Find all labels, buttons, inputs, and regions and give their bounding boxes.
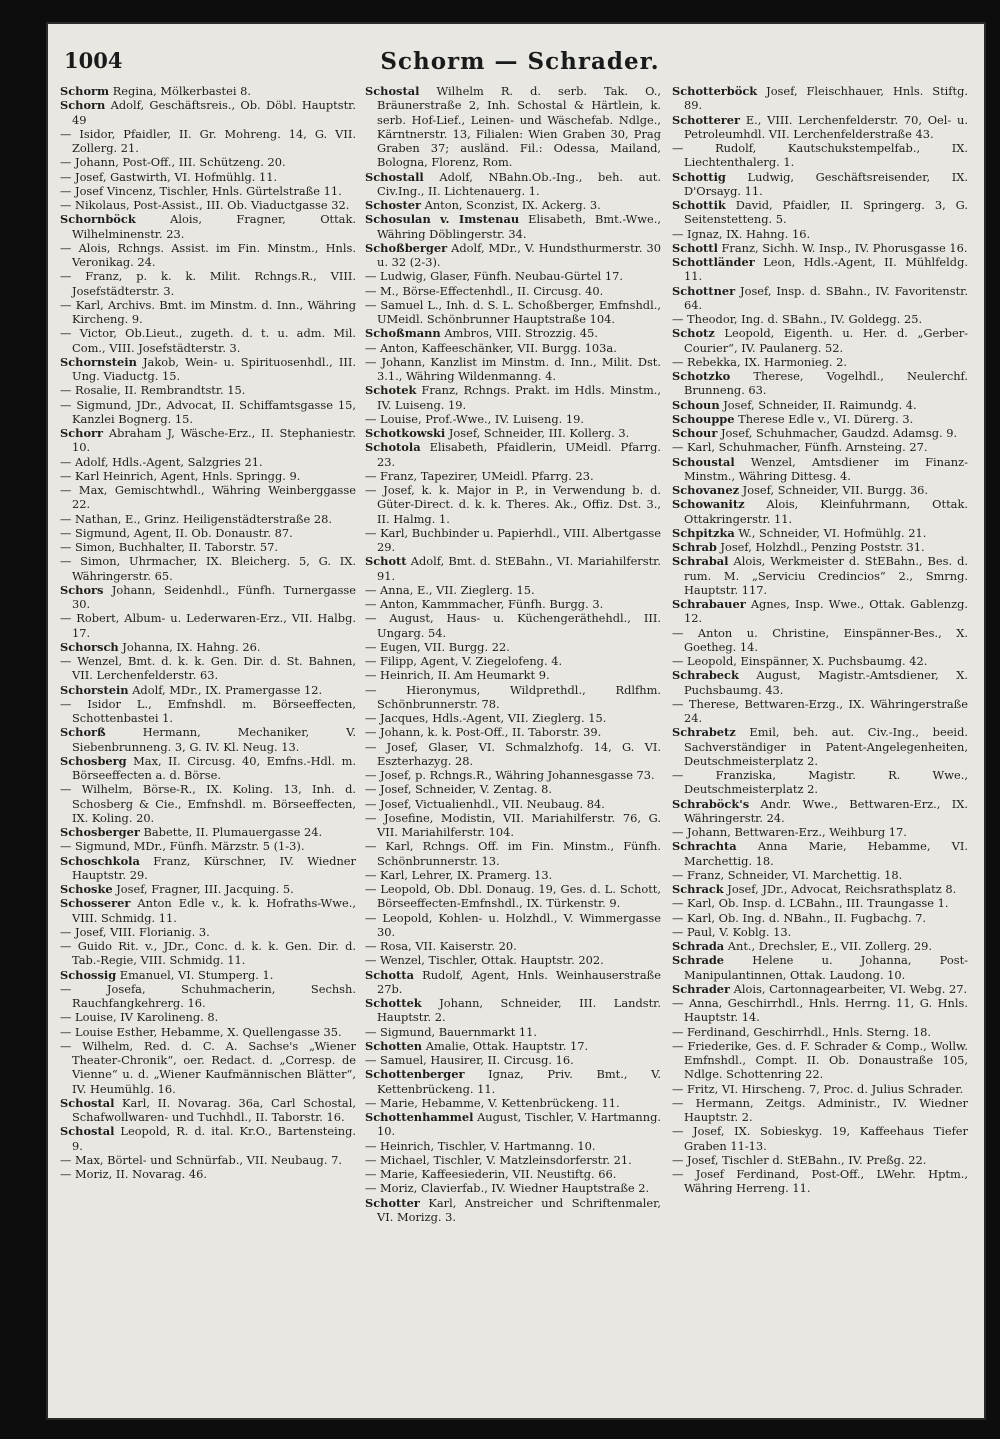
directory-entry: — Moriz, Clavierfab., IV. Wiedner Hauptstraße 2. (365, 1181, 650, 1196)
directory-entry: Schrack Josef, JDr., Advocat, Reichsrathsplatz 8. (672, 882, 957, 896)
directory-entry: — Josefine, Modistin, VII. Mariahilferstr. 76, G. VII. Mariahilferstr. 104. (365, 810, 661, 839)
directory-entry: Schotzko Therese, Vogelhdl., Neulerchf. Brunneng. 63. (672, 369, 968, 398)
directory-entry: Schossig Emanuel, VI. Stumperg. 1. (60, 967, 274, 982)
directory-entry: — Louise, IV Karolineng. 8. (60, 1010, 219, 1025)
directory-entry: Schorsch Johanna, IX. Hahng. 26. (60, 639, 261, 654)
directory-entry: — Adolf, Hdls.-Agent, Salzgries 21. (60, 454, 263, 469)
directory-entry: Schotkowski Josef, Schneider, III. Kollerg. 3. (365, 426, 630, 440)
directory-entry: Schrabeck August, Magistr.-Amtsdiener, X. Puchsbaumg. 43. (672, 668, 968, 697)
directory-entry: Schoster Anton, Sconzist, IX. Ackerg. 3. (365, 198, 601, 212)
directory-entry: Schostal Leopold, R. d. ital. Kr.O., Bartensteing. 9. (60, 1124, 356, 1153)
directory-entry: Schrader Alois, Cartonnagearbeiter, VI. Webg. 27. (672, 981, 968, 996)
directory-entry: Schraböck's Andr. Wwe., Bettwaren-Erz., IX. Währingerstr. 24. (672, 796, 968, 825)
directory-entry: Schorm Regina, Mölkerbastei 8. (60, 84, 251, 98)
directory-entry: — Marie, Hebamme, V. Kettenbrückeng. 11. (365, 1095, 620, 1110)
directory-entry: Schoßberger Adolf, MDr., V. Hundsthurmerstr. 30 u. 32 (2-3). (365, 240, 661, 269)
directory-entry: — Marie, Kaffeesiederin, VII. Neustiftg. 66. (365, 1167, 617, 1181)
directory-entry: — Simon, Uhrmacher, IX. Bleicherg. 5, G. IX. Währingerstr. 65. (60, 554, 356, 583)
directory-entry: Schotten Amalie, Ottak. Hauptstr. 17. (365, 1038, 589, 1053)
directory-entry: — Alois, Rchngs. Assist. im Fin. Minstm., Hnls. Veronikag. 24. (60, 240, 356, 269)
directory-entry: — Theodor, Ing. d. SBahn., IV. Goldegg. 25. (672, 312, 923, 326)
directory-entry: Schosberger Babette, II. Plumauergasse 24. (60, 825, 323, 839)
directory-entry: — Johann, k. k. Post-Off., II. Taborstr. 39. (365, 725, 602, 740)
directory-entry: — Josef, Tischler d. StEBahn., IV. Preßg. 22. (672, 1152, 927, 1167)
page-number: 1004 (64, 48, 123, 73)
directory-entry: — Filipp, Agent, V. Ziegelofeng. 4. (365, 654, 563, 668)
entry-columns (60, 84, 980, 1414)
directory-page (46, 22, 986, 1420)
directory-entry: — Louise, Prof.-Wwe., IV. Luiseng. 19. (365, 411, 585, 426)
directory-entry: Schottenhammel August, Tischler, V. Hartmanng. 10. (365, 1110, 661, 1139)
directory-entry: Schosulan v. Imstenau Elisabeth, Bmt.-Wwe., Währing Döblingerstr. 34. (365, 212, 661, 241)
directory-entry: Schorstein Adolf, MDr., IX. Pramergasse 12. (60, 682, 323, 697)
directory-entry: Schott Adolf, Bmt. d. StEBahn., VI. Mariahilferstr. 91. (365, 554, 661, 583)
directory-entry: — Wenzel, Tischler, Ottak. Hauptstr. 202. (365, 953, 604, 968)
directory-entry: Schowanitz Alois, Kleinfuhrmann, Ottak. Ottakringerstr. 11. (672, 497, 968, 526)
directory-entry: — Rosalie, II. Rembrandtstr. 15. (60, 383, 246, 398)
directory-entry: — Sigmund, MDr., Fünfh. Märzstr. 5 (1-3). (60, 839, 305, 854)
directory-entry: — Max, Gemischtwhdl., Währing Weinberggasse 22. (60, 483, 356, 512)
directory-entry: — Franz, p. k. k. Milit. Rchngs.R., VIII. Josefstädterstr. 3. (60, 269, 356, 298)
directory-entry: — Friederike, Ges. d. F. Schrader & Comp., Wollw. Emfnshdl., Compt. II. Ob. Donaustraße 105, Ndlge. Schottenring 22. (672, 1038, 968, 1082)
directory-entry: Schotz Leopold, Eigenth. u. Her. d. „Gerber-Courier“, IV. Paulanerg. 52. (672, 326, 968, 355)
directory-entry: — Leopold, Ob. Dbl. Donaug. 19, Ges. d. L. Schott, Börseeffecten-Emfnshdl., IX. Türkenstr. 9. (365, 882, 661, 911)
directory-entry: Schour Josef, Schuhmacher, Gaudzd. Adamsg. 9. (672, 426, 958, 440)
directory-entry: — Johann, Post-Off., III. Schützeng. 20. (60, 155, 286, 170)
directory-entry: Schotterböck Josef, Fleischhauer, Hnls. Stiftg. 89. (672, 84, 968, 113)
directory-entry: — Sigmund, JDr., Advocat, II. Schiffamtsgasse 15, Kanzlei Bognerg. 15. (60, 397, 356, 426)
directory-entry: — Karl, Schuhmacher, Fünfh. Arnsteing. 27. (672, 440, 928, 455)
directory-entry: — Johann, Bettwaren-Erz., Weihburg 17. (672, 825, 907, 839)
directory-entry: Schosberg Max, II. Circusg. 40, Emfns.-Hdl. m. Börseeffecten a. d. Börse. (60, 753, 356, 782)
directory-entry: — Josef, k. k. Major in P., in Verwendung b. d. Güter-Direct. d. k. k. Theres. Ak., Offiz. Dst. 3., II. Halmg. 1. (365, 483, 661, 526)
running-head: Schorm — Schrader. (380, 48, 660, 75)
directory-entry: — Hieronymus, Wildprethdl., Rdlfhm. Schönbrunnerstr. 78. (365, 682, 661, 711)
directory-entry: Schottl Franz, Sichh. W. Insp., IV. Phorusgasse 16. (672, 240, 968, 255)
directory-entry: Schotek Franz, Rchngs. Prakt. im Hdls. Minstm., IV. Luiseng. 19. (365, 383, 661, 412)
directory-entry: Schorr Abraham J, Wäsche-Erz., II. Stephaniestr. 10. (60, 426, 356, 455)
directory-entry: — Victor, Ob.Lieut., zugeth. d. t. u. adm. Mil. Com., VIII. Josefstädterstr. 3. (60, 326, 356, 355)
directory-entry: — August, Haus- u. Küchengeräthehdl., III. Ungarg. 54. (365, 611, 661, 640)
directory-entry: Schottenberger Ignaz, Priv. Bmt., V. Kettenbrückeng. 11. (365, 1067, 661, 1096)
directory-entry: — Franziska, Magistr. R. Wwe., Deutschmeisterplatz 2. (672, 768, 968, 797)
directory-entry: Schorn Adolf, Geschäftsreis., Ob. Döbl. Hauptstr. 49 (60, 98, 356, 127)
directory-entry: — Karl, Buchbinder u. Papierhdl., VIII. Albertgasse 29. (365, 525, 661, 554)
directory-entry: Schors Johann, Seidenhdl., Fünfh. Turnergasse 30. (60, 582, 356, 611)
directory-entry: — Wilhelm, Börse-R., IX. Koling. 13, Inh. d. Schosberg & Cie., Emfnshdl. m. Börseeffecten, IX. Koling. 20. (60, 782, 356, 825)
directory-entry: Schostal Wilhelm R. d. serb. Tak. O., Bräunerstraße 2, Inh. Schostal & Härtlein, k. serb. Hof-Lief., Leinen- und Wäschefab. Ndlge., Kärntnerstr. 13, Filialen: Wien Graben 30, Prag Graben 37; ausländ. Fil.: Odessa, Mailand, Bologna, Florenz, Rom. (365, 84, 661, 170)
directory-entry: Schotter Karl, Anstreicher und Schriftenmaler, VI. Morizg. 3. (365, 1195, 661, 1224)
directory-entry: — Anton, Kammmacher, Fünfh. Burgg. 3. (365, 597, 604, 611)
directory-entry: Schostal Karl, II. Novarag. 36a, Carl Schostal, Schafwollwaren- und Tuchhdl., II. Taborstr. 16. (60, 1095, 356, 1124)
directory-entry: Schottner Josef, Insp. d. SBahn., IV. Favoritenstr. 64. (672, 283, 968, 312)
directory-entry: — Robert, Album- u. Lederwaren-Erz., VII. Halbg. 17. (60, 611, 356, 640)
directory-entry: Schoustal Wenzel, Amtsdiener im Finanz-Minstm., Währing Dittesg. 4. (672, 454, 968, 483)
directory-entry: — Ludwig, Glaser, Fünfh. Neubau-Gürtel 17. (365, 269, 623, 284)
directory-entry: Schoschkola Franz, Kürschner, IV. Wiedner Hauptstr. 29. (60, 853, 356, 882)
directory-entry: — M., Börse-Effectenhdl., II. Circusg. 40. (365, 283, 604, 298)
directory-entry: — Josef, IX. Sobieskyg. 19, Kaffeehaus Tiefer Graben 11-13. (672, 1124, 968, 1153)
directory-entry: Schovanez Josef, Schneider, VII. Burgg. 36. (672, 483, 928, 497)
directory-entry: — Josef, VIII. Florianig. 3. (60, 924, 210, 939)
directory-entry: Schoun Josef, Schneider, II. Raimundg. 4. (672, 397, 917, 412)
directory-entry: — Samuel, Hausirer, II. Circusg. 16. (365, 1053, 574, 1067)
directory-entry: — Anna, Geschirrhdl., Hnls. Herrng. 11, G. Hnls. Hauptstr. 14. (672, 996, 968, 1025)
directory-entry: — Rosa, VII. Kaiserstr. 20. (365, 939, 517, 953)
directory-entry: Schrada Ant., Drechsler, E., VII. Zollerg. 29. (672, 939, 933, 953)
directory-entry: Schosserer Anton Edle v., k. k. Hofraths-Wwe., VIII. Schmidg. 11. (60, 896, 356, 925)
page-header (64, 44, 976, 88)
directory-entry: — Ferdinand, Geschirrhdl., Hnls. Sterng. 18. (672, 1024, 932, 1039)
directory-entry: Schouppe Therese Edle v., VI. Dürerg. 3. (672, 411, 914, 426)
directory-entry: Schotta Rudolf, Agent, Hnls. Weinhauserstraße 27b. (365, 967, 661, 996)
directory-entry: — Therese, Bettwaren-Erzg., IX. Währingerstraße 24. (672, 696, 968, 725)
directory-entry: Schrabetz Emil, beh. aut. Civ.-Ing., beeid. Sachverständiger in Patent-Angelegenheiten, Deutschmeisterplatz 2. (672, 725, 968, 768)
directory-entry: — Karl, Archivs. Bmt. im Minstm. d. Inn., Währing Kircheng. 9. (60, 297, 356, 326)
directory-entry: — Karl, Rchngs. Off. im Fin. Minstm., Fünfh. Schönbrunnerstr. 13. (365, 839, 661, 868)
directory-entry: — Karl, Lehrer, IX. Pramerg. 13. (365, 867, 553, 882)
directory-entry: — Josef, Victualienhdl., VII. Neubaug. 84. (365, 796, 605, 811)
directory-entry: — Josef Vincenz, Tischler, Hnls. Gürtelstraße 11. (60, 183, 342, 198)
directory-entry: Schrade Helene u. Johanna, Post-Manipulantinnen, Ottak. Laudong. 10. (672, 953, 968, 982)
directory-entry: Schrachta Anna Marie, Hebamme, VI. Marchettig. 18. (672, 839, 968, 868)
directory-entry: — Simon, Buchhalter, II. Taborstr. 57. (60, 540, 278, 554)
directory-entry: — Karl Heinrich, Agent, Hnls. Springg. 9. (60, 468, 301, 483)
directory-entry: — Louise Esther, Hebamme, X. Quellengasse 35. (60, 1024, 342, 1039)
directory-entry: — Guido Rit. v., JDr., Conc. d. k. k. Gen. Dir. d. Tab.-Regie, VIII. Schmidg. 11. (60, 939, 356, 968)
directory-entry: — Paul, V. Koblg. 13. (672, 924, 792, 939)
directory-entry: — Hermann, Zeitgs. Administr., IV. Wiedner Hauptstr. 2. (672, 1095, 968, 1124)
directory-entry: — Wilhelm, Red. d. C. A. Sachse's „Wiener Theater-Chronik“, oer. Redact. d. „Corresp. de Vienne“ u. d. „Wiener Kaufmännischen Blätter“, IV. Heumühlg. 16. (60, 1038, 356, 1096)
directory-entry: Schoske Josef, Fragner, III. Jacquing. 5. (60, 882, 294, 896)
directory-entry: — Franz, Tapezirer, UMeidl. Pfarrg. 23. (365, 468, 594, 483)
directory-entry: — Anton u. Christine, Einspänner-Bes., X. Goetheg. 14. (672, 625, 968, 654)
directory-entry: — Leopold, Kohlen- u. Holzhdl., V. Wimmergasse 30. (365, 910, 661, 939)
directory-entry: Schrabauer Agnes, Insp. Wwe., Ottak. Gablenzg. 12. (672, 597, 968, 626)
directory-entry: Schoßmann Ambros, VIII. Strozzig. 45. (365, 326, 598, 341)
directory-entry: — Johann, Kanzlist im Minstm. d. Inn., Milit. Dst. 3.1., Währing Wildenmanng. 4. (365, 354, 661, 383)
directory-entry: Schrabal Alois, Werkmeister d. StEBahn., Bes. d. rum. M. „Serviciu Credincios“ 2., Smrng. Hauptstr. 117. (672, 554, 968, 597)
directory-entry: — Anna, E., VII. Zieglerg. 15. (365, 582, 535, 597)
directory-entry: — Samuel L., Inh. d. S. L. Schoßberger, Emfnshdl., UMeidl. Schönbrunner Hauptstraße 104. (365, 297, 661, 326)
directory-entry: — Jacques, Hdls.-Agent, VII. Zieglerg. 15. (365, 711, 607, 725)
directory-entry: — Leopold, Einspänner, X. Puchsbaumg. 42. (672, 654, 928, 668)
directory-entry: — Isidor L., Emfnshdl. m. Börseeffecten, Schottenbastei 1. (60, 696, 356, 725)
directory-entry: — Sigmund, Bauernmarkt 11. (365, 1024, 538, 1039)
directory-entry: — Josef, Glaser, VI. Schmalzhofg. 14, G. VI. Eszterhazyg. 28. (365, 739, 661, 768)
directory-entry: Schotola Elisabeth, Pfaidlerin, UMeidl. Pfarrg. 23. (365, 440, 661, 469)
directory-entry: — Josef, Schneider, V. Zentag. 8. (365, 782, 553, 797)
column-left (60, 84, 356, 1414)
directory-entry: — Heinrich, II. Am Heumarkt 9. (365, 668, 550, 683)
column-right (672, 84, 968, 1414)
directory-entry: Schostall Adolf, NBahn.Ob.-Ing., beh. aut. Civ.Ing., II. Lichtenauerg. 1. (365, 169, 661, 198)
directory-entry: — Wenzel, Bmt. d. k. k. Gen. Dir. d. St. Bahnen, VII. Lerchenfelderstr. 63. (60, 654, 356, 683)
directory-entry: Schottig Ludwig, Geschäftsreisender, IX. D'Orsayg. 11. (672, 169, 968, 198)
directory-entry: — Max, Börtel- und Schnürfab., VII. Neubaug. 7. (60, 1152, 342, 1167)
directory-entry: — Josefa, Schuhmacherin, Sechsh. Rauchfangkehrerg. 16. (60, 981, 356, 1010)
directory-entry: Schotterer E., VIII. Lerchenfelderstr. 70, Oel- u. Petroleumhdl. VII. Lerchenfelderstraße 43. (672, 112, 968, 141)
directory-entry: — Isidor, Pfaidler, II. Gr. Mohreng. 14, G. VII. Zollerg. 21. (60, 126, 356, 155)
directory-entry: Schornstein Jakob, Wein- u. Spirituosenhdl., III. Ung. Viaductg. 15. (60, 354, 356, 383)
directory-entry: — Josef Ferdinand, Post-Off., LWehr. Hptm., Währing Herreng. 11. (672, 1167, 968, 1196)
directory-entry: Schornböck Alois, Fragner, Ottak. Wilhelminenstr. 23. (60, 212, 356, 241)
directory-entry: — Heinrich, Tischler, V. Hartmanng. 10. (365, 1138, 596, 1153)
directory-entry: — Karl, Ob. Ing. d. NBahn., II. Fugbachg. 7. (672, 910, 927, 925)
directory-entry: — Anton, Kaffeeschänker, VII. Burgg. 103a. (365, 340, 617, 355)
directory-entry: — Ignaz, IX. Hahng. 16. (672, 226, 811, 241)
directory-entry: — Rebekka, IX. Harmonieg. 2. (672, 354, 847, 369)
directory-entry: Schottik David, Pfaidler, II. Springerg. 3, G. Seitenstetteng. 5. (672, 198, 968, 227)
directory-entry: — Michael, Tischler, V. Matzleinsdorferstr. 21. (365, 1152, 632, 1167)
directory-entry: — Eugen, VII. Burgg. 22. (365, 639, 510, 654)
directory-entry: Schorß Hermann, Mechaniker, V. Siebenbrunneng. 3, G. IV. Kl. Neug. 13. (60, 725, 356, 754)
directory-entry: — Moriz, II. Novarag. 46. (60, 1167, 208, 1181)
directory-entry: — Franz, Schneider, VI. Marchettig. 18. (672, 867, 903, 882)
directory-entry: — Fritz, VI. Hirscheng. 7, Proc. d. Julius Schrader. (672, 1081, 964, 1096)
directory-entry: Schottländer Leon, Hdls.-Agent, II. Mühlfeldg. 11. (672, 255, 968, 284)
directory-entry: — Nikolaus, Post-Assist., III. Ob. Viaductgasse 32. (60, 198, 350, 212)
directory-entry: — Sigmund, Agent, II. Ob. Donaustr. 87. (60, 525, 293, 540)
column-middle (365, 84, 661, 1414)
directory-entry: — Josef, Gastwirth, VI. Hofmühlg. 11. (60, 169, 278, 184)
directory-entry: Schottek Johann, Schneider, III. Landstr. Hauptstr. 2. (365, 996, 661, 1025)
directory-entry: — Nathan, E., Grinz. Heiligenstädterstraße 28. (60, 511, 332, 526)
directory-entry: — Rudolf, Kautschukstempelfab., IX. Liechtenthalerg. 1. (672, 141, 968, 170)
directory-entry: — Josef, p. Rchngs.R., Währing Johannesgasse 73. (365, 768, 655, 782)
directory-entry: Schrab Josef, Holzhdl., Penzing Poststr. 31. (672, 540, 925, 554)
directory-entry: — Karl, Ob. Insp. d. LCBahn., III. Traungasse 1. (672, 896, 949, 911)
directory-entry: Schpitzka W., Schneider, VI. Hofmühlg. 21. (672, 525, 927, 540)
